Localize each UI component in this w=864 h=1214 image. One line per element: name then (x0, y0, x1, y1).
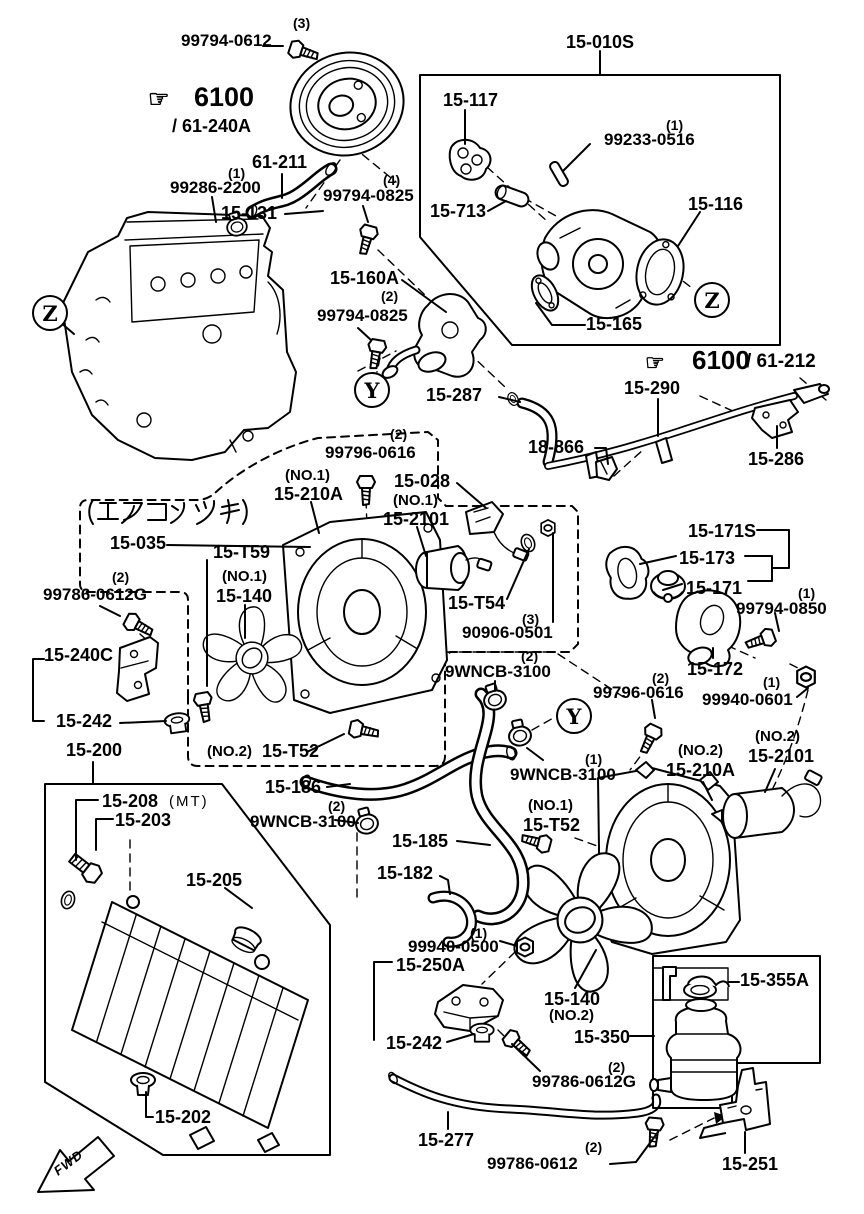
part-label-15-035: 15-035 (110, 533, 167, 553)
note-label-3: (3) (293, 15, 311, 31)
part-label-15-116: 15-116 (688, 194, 744, 214)
part-label-15-290: 15-290 (624, 378, 681, 398)
note-label-2: (2) (608, 1059, 626, 1075)
part-label-15-2101: 15-2101 (748, 746, 815, 766)
part-label-99794-0850: 99794-0850 (736, 599, 827, 618)
part-label-99940-0500: 99940-0500 (408, 937, 499, 956)
part-label-15-171: 15-171 (686, 578, 743, 598)
zone-marker-y: Y (354, 372, 390, 408)
part-label-99786-0612g: 99786-0612G (43, 585, 147, 604)
part-label-9wncb-3100: 9WNCB-3100 (250, 812, 356, 831)
hand-icon: ☞ (645, 350, 665, 375)
part-label-99786-0612: 99786-0612 (487, 1154, 578, 1173)
note-label-1: (1) (763, 674, 781, 690)
part-label-18-866: 18-866 (528, 437, 585, 457)
note-label-no-2: (NO.2) (755, 728, 800, 745)
part-label-15-2101: 15-2101 (383, 509, 450, 529)
note-label-no-1: (NO.1) (528, 797, 573, 814)
note-label-2: (2) (112, 569, 130, 585)
part-label-15-240c: 15-240C (44, 645, 114, 665)
part-label-15-010s: 15-010S (566, 32, 635, 52)
note-label-mt: (MT) (169, 793, 209, 810)
fwd-label: FWD (50, 1146, 86, 1179)
part-label-15-160a: 15-160A (330, 268, 400, 288)
part-label-15-t54: 15-T54 (448, 593, 506, 613)
note-label-no-2: (NO.2) (678, 742, 723, 759)
part-label-9wncb-3100: 9WNCB-3100 (510, 765, 616, 784)
note-label-2: (2) (585, 1139, 603, 1155)
part-label-15-t52: 15-T52 (523, 815, 581, 835)
note-label-3: (3) (522, 611, 540, 627)
part-label-15-185: 15-185 (392, 831, 449, 851)
part-label-15-287: 15-287 (426, 385, 483, 405)
note-label-2: (2) (652, 670, 670, 686)
note-label-2: (2) (381, 288, 399, 304)
part-label-15-t59: 15-T59 (213, 542, 271, 562)
part-label-15-171s: 15-171S (688, 521, 757, 541)
part-label-15-713: 15-713 (430, 201, 487, 221)
part-label-15-140: 15-140 (216, 586, 273, 606)
part-label-15-210a: 15-210A (274, 484, 344, 504)
part-label-15-355a: 15-355A (740, 970, 810, 990)
part-label-15-203: 15-203 (115, 810, 172, 830)
note-label-2: (2) (390, 426, 408, 442)
part-label-6100: 6100 (692, 345, 750, 375)
part-label-15-165: 15-165 (586, 314, 643, 334)
zone-marker-z: Z (694, 282, 730, 318)
part-label-15-251: 15-251 (722, 1154, 779, 1174)
part-label-99794-0612: 99794-0612 (181, 31, 272, 50)
note-label-4: (4) (383, 172, 401, 188)
part-label-15-028: 15-028 (394, 471, 451, 491)
part-label-15-286: 15-286 (748, 449, 805, 469)
note-label-no-1: (NO.1) (222, 568, 267, 585)
part-label-15-205: 15-205 (186, 870, 243, 890)
part-label-15-131: 15-131 (221, 203, 278, 223)
part-label-99796-0616: 99796-0616 (593, 683, 684, 702)
part-label-99794-0825: 99794-0825 (317, 306, 408, 325)
part-label-61-211: 61-211 (252, 152, 308, 172)
note-label-no-2: (NO.2) (207, 743, 252, 760)
part-label-99786-0612g: 99786-0612G (532, 1072, 636, 1091)
note-label-1: (1) (585, 751, 603, 767)
hand-icon: ☞ (148, 86, 170, 113)
part-label-99940-0601: 99940-0601 (702, 690, 793, 709)
note-label-1: (1) (470, 925, 488, 941)
part-label-15-250a: 15-250A (396, 955, 466, 975)
zone-marker-y: Y (556, 698, 592, 734)
part-label-90906-0501: 90906-0501 (462, 623, 553, 642)
part-label-99286-2200: 99286-2200 (170, 178, 261, 197)
note-label-2: (2) (328, 798, 346, 814)
part-label-61-240a: / 61-240A (172, 116, 252, 136)
part-label-99233-0516: 99233-0516 (604, 130, 695, 149)
part-label-15-117: 15-117 (443, 90, 499, 110)
part-label-15-172: 15-172 (687, 659, 744, 679)
part-label-15-208: 15-208 (102, 791, 159, 811)
part-label-6100: 6100 (194, 82, 255, 112)
part-label-61-212: / 61-212 (746, 351, 816, 372)
part-label-15-140: 15-140 (544, 989, 601, 1009)
part-label-15-210a: 15-210A (666, 760, 736, 780)
part-label-15-t52: 15-T52 (262, 741, 320, 761)
part-label-15-200: 15-200 (66, 740, 123, 760)
note-label-1: (1) (798, 585, 816, 601)
note-label-no-1: (NO.1) (285, 467, 330, 484)
note-label-1: (1) (666, 117, 684, 133)
note-label-2: (2) (521, 648, 539, 664)
part-label-15-186: 15-186 (265, 777, 322, 797)
part-label-15-242: 15-242 (386, 1033, 443, 1053)
note-label-no-2: (NO.2) (549, 1007, 594, 1024)
part-label-15-173: 15-173 (679, 548, 736, 568)
part-label-15-182: 15-182 (377, 863, 434, 883)
zone-marker-z: Z (32, 295, 68, 331)
part-label-15-242: 15-242 (56, 711, 113, 731)
part-label-15-202: 15-202 (155, 1107, 212, 1127)
part-label-15-350: 15-350 (574, 1027, 631, 1047)
part-label-15-277: 15-277 (418, 1130, 475, 1150)
note-label-no-1: (NO.1) (393, 492, 438, 509)
part-label-99794-0825: 99794-0825 (323, 186, 414, 205)
part-label-9wncb-3100: 9WNCB-3100 (445, 662, 551, 681)
note-label-1: (1) (228, 165, 246, 181)
part-label-99796-0616: 99796-0616 (325, 443, 416, 462)
